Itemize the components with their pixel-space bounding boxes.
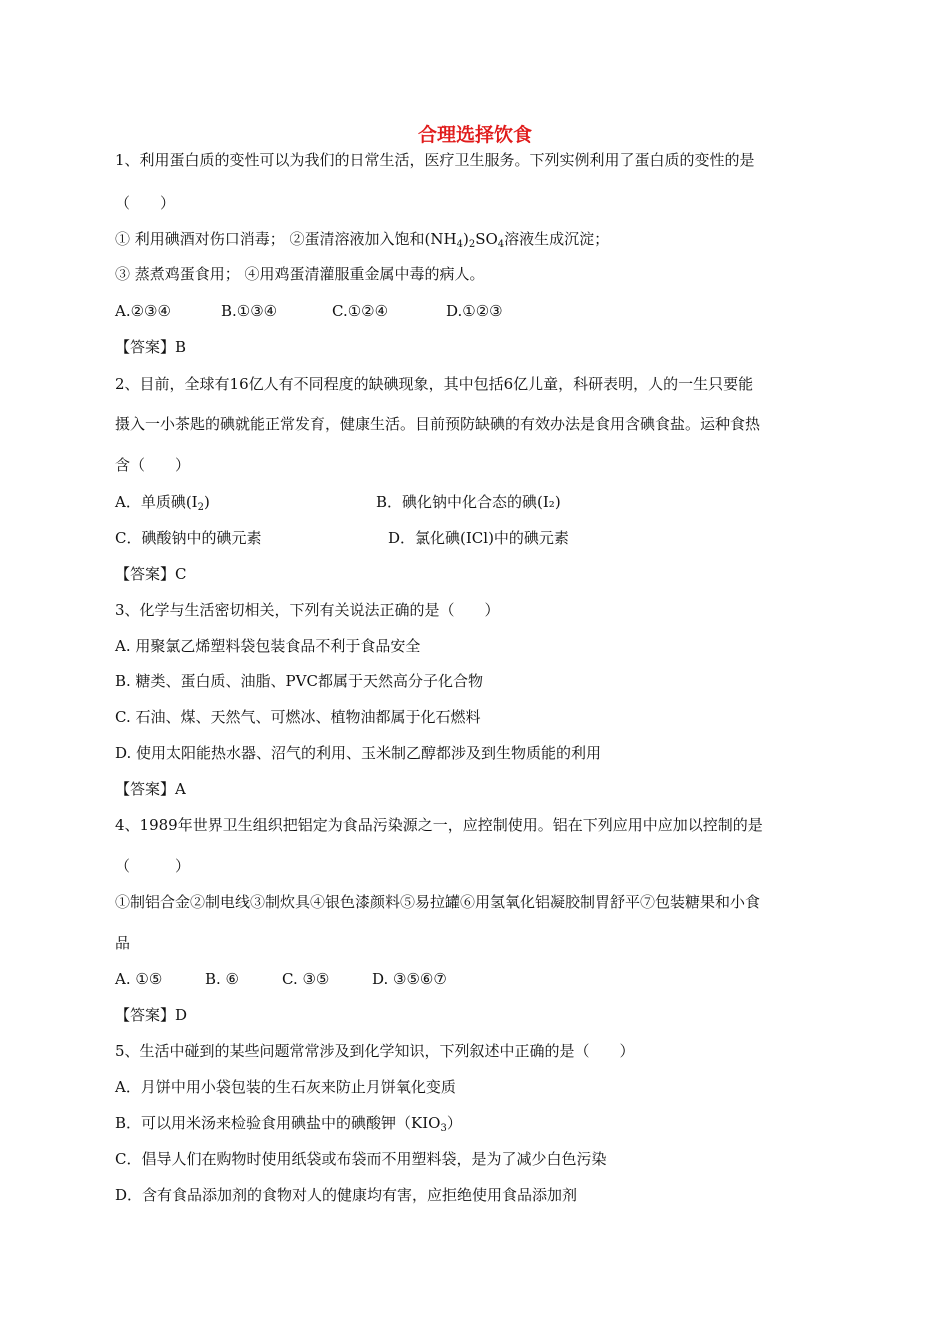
q1-option-d: D.①②③	[446, 302, 503, 320]
q5-option-c: C．倡导人们在购物时使用纸袋或布袋而不用塑料袋，是为了减少白色污染	[115, 1150, 607, 1168]
q2-option-a	[115, 492, 210, 518]
q2-option-a-sub: 2	[197, 502, 204, 513]
q5-option-d: D．含有食品添加剂的食物对人的健康均有害，应拒绝使用食品添加剂	[115, 1186, 578, 1204]
q1-item-text-c: SO	[475, 230, 498, 248]
q1-item-line-1	[115, 229, 609, 255]
q4-option-c: C. ③⑤	[282, 970, 330, 988]
q2-stem-line-2: 摄入一小茶匙的碘就能正常发育，健康生活。目前预防缺碘的有效办法是食用含碘食盐。运种食热	[115, 415, 761, 433]
q5-option-a: A．月饼中用小袋包装的生石灰来防止月饼氧化变质	[115, 1078, 456, 1096]
q4-answer: 【答案】D	[115, 1006, 188, 1024]
q1-answer: 【答案】B	[115, 338, 187, 356]
q1-option-a: A.②③④	[115, 302, 171, 320]
q3-stem: 3、化学与生活密切相关，下列有关说法正确的是（ ）	[115, 601, 500, 619]
q1-stem: 1、利用蛋白质的变性可以为我们的日常生活，医疗卫生服务。下列实例利用了蛋白质的变性的是	[115, 151, 755, 169]
q1-sub-1: 4	[456, 239, 463, 250]
q2-stem-line-1: 2、目前，全球有16亿人有不同程度的缺碘现象，其中包括6亿儿童，科研表明，人的一生只要能	[115, 375, 754, 393]
q1-option-b: B.①③④	[221, 302, 278, 320]
q3-option-c: C. 石油、煤、天然气、可燃冰、植物油都属于化石燃料	[115, 708, 481, 726]
q2-stem-line-3: 含（ ）	[115, 456, 191, 474]
q2-option-c: C．碘酸钠中的碘元素	[115, 529, 262, 547]
q1-sub-3: 4	[497, 239, 505, 250]
page-title: 合理选择饮食	[417, 124, 532, 146]
q1-option-c: C.①②④	[332, 302, 389, 320]
q1-paren: （ ）	[115, 194, 176, 212]
q4-option-b: B. ⑥	[205, 970, 240, 988]
q3-answer: 【答案】A	[115, 780, 186, 798]
q4-paren: （ ）	[115, 857, 191, 875]
q5-option-b	[115, 1113, 462, 1139]
q4-option-d: D. ③⑤⑥⑦	[372, 970, 447, 988]
q2-option-a-text: A．单质碘(I	[115, 493, 198, 511]
q5-option-b-close: ）	[446, 1114, 462, 1132]
q4-items-line-2: 品	[115, 934, 131, 952]
q4-items-line-1: ①制铝合金②制电线③制炊具④银色漆颜料⑤易拉罐⑥用氢氧化铝凝胶制胃舒平⑦包装糖果和小食	[115, 893, 761, 911]
q2-answer: 【答案】C	[115, 565, 187, 583]
q1-sub-2: 2	[468, 239, 476, 250]
q2-option-d: D．氯化碘(ICl)中的碘元素	[388, 529, 569, 547]
q2-option-b: B．碘化钠中化合态的碘(I₂)	[376, 493, 561, 511]
q3-option-b: B. 糖类、蛋白质、油脂、PVC都属于天然高分子化合物	[115, 672, 483, 690]
q1-item-text-a: ① 利用碘酒对伤口消毒； ②蛋清溶液加入饱和(NH	[115, 230, 457, 248]
q1-item-text-b: )	[462, 230, 469, 248]
q5-stem: 5、生活中碰到的某些问题常常涉及到化学知识，下列叙述中正确的是（ ）	[115, 1042, 635, 1060]
q5-option-b-text: B．可以用米汤来检验食用碘盐中的碘酸钾（KIO	[115, 1114, 441, 1132]
q4-option-a: A. ①⑤	[115, 970, 163, 988]
q4-stem: 4、1989年世界卫生组织把铝定为食品污染源之一，应控制使用。铝在下列应用中应加以控制的是	[115, 816, 763, 834]
q1-item-text-d: 溶液生成沉淀；	[504, 230, 610, 248]
q5-option-b-sub: 3	[440, 1123, 447, 1134]
q3-option-a: A. 用聚氯乙烯塑料袋包装食品不利于食品安全	[115, 637, 421, 655]
q3-option-d: D. 使用太阳能热水器、沼气的利用、玉米制乙醇都涉及到生物质能的利用	[115, 744, 602, 762]
q1-item-line-2: ③ 蒸煮鸡蛋食用； ④用鸡蛋清灌服重金属中毒的病人。	[115, 265, 485, 283]
q2-option-a-close: )	[204, 493, 210, 511]
